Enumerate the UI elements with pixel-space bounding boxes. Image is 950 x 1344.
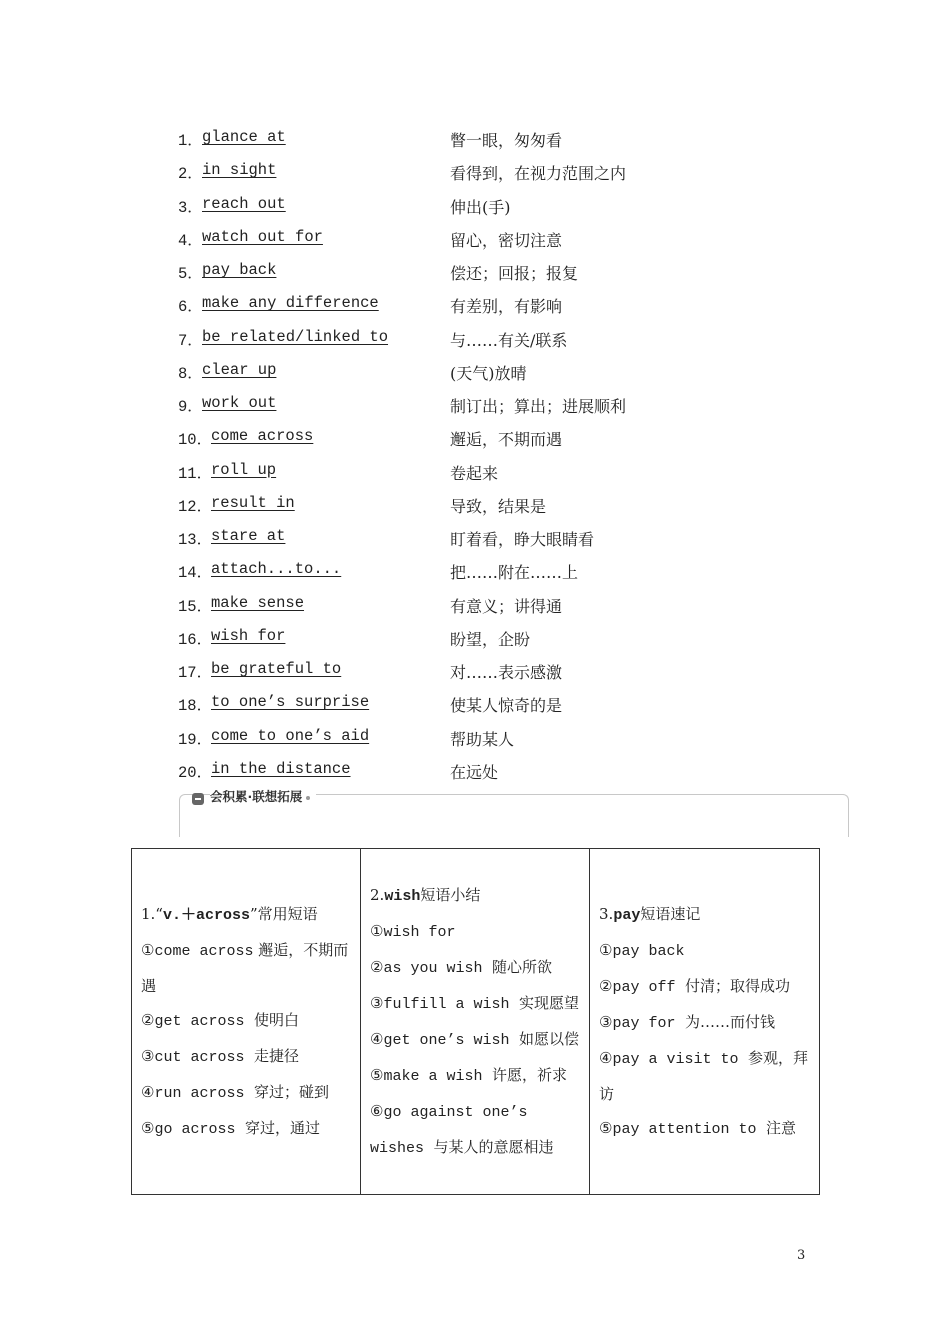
item-english: go against one’s wishes <box>370 1103 528 1157</box>
item-meaning: 使明白 <box>244 1010 300 1029</box>
cell-item <box>599 1041 813 1111</box>
phrase-number: 9． <box>178 398 203 416</box>
phrase-english: reach out <box>202 194 286 213</box>
list-item <box>0 693 950 723</box>
cell-title-prefix: 1.“ <box>141 904 163 923</box>
item-meaning: 付清；取得成功 <box>675 976 791 995</box>
item-meaning: 穿过；碰到 <box>244 1082 330 1101</box>
item-marker: ④ <box>370 1029 384 1048</box>
item-english: go across <box>154 1120 236 1138</box>
item-meaning: 走捷径 <box>244 1046 300 1065</box>
list-item <box>0 727 950 757</box>
item-marker: ④ <box>141 1082 155 1101</box>
phrase-meaning: 帮助某人 <box>450 729 515 749</box>
phrase-number: 18． <box>178 697 213 716</box>
phrase-number: 8． <box>178 364 203 383</box>
cell-item <box>370 914 583 950</box>
phrase-number: 16． <box>178 630 213 649</box>
item-marker: ⑤ <box>141 1118 155 1137</box>
phrase-number: 19． <box>178 730 213 749</box>
page-number: 3 <box>797 1248 806 1263</box>
phrase-number: 1． <box>178 132 203 150</box>
phrase-number: 14． <box>178 564 213 583</box>
phrase-number: 15． <box>178 597 213 616</box>
item-marker: ② <box>599 976 613 995</box>
phrase-meaning: 有差别，有影响 <box>450 297 563 317</box>
item-english: pay attention to <box>612 1120 757 1138</box>
phrase-meaning: 制订出；算出；进展顺利 <box>450 397 627 416</box>
cell-title <box>141 897 354 933</box>
list-item <box>0 228 950 258</box>
item-marker: ⑤ <box>599 1118 613 1137</box>
table-cell-pay <box>590 849 820 1195</box>
list-item <box>0 527 950 557</box>
phrase-english: come to one’s aid <box>211 726 370 745</box>
cell-item <box>599 969 813 1005</box>
item-marker: ① <box>141 940 155 959</box>
phrase-number: 3． <box>178 198 203 217</box>
list-item <box>0 394 950 424</box>
cell-title-keyword: pay <box>613 906 641 924</box>
item-marker: ① <box>370 921 384 940</box>
table-cell-wish <box>361 849 590 1195</box>
cell-item <box>141 1075 354 1111</box>
item-marker: ① <box>599 940 613 959</box>
item-meaning: 许愿，祈求 <box>482 1065 568 1084</box>
list-item <box>0 361 950 391</box>
item-english: pay back <box>612 942 685 960</box>
item-marker: ③ <box>370 993 384 1012</box>
phrase-number: 12． <box>178 497 213 516</box>
item-english: make a wish <box>383 1067 483 1085</box>
phrase-english: make any difference <box>202 294 379 313</box>
item-meaning: 穿过，通过 <box>235 1118 321 1137</box>
list-item <box>0 427 950 457</box>
phrase-meaning: 留心，密切注意 <box>450 230 563 250</box>
list-item <box>0 594 950 624</box>
item-meaning: 为……而付钱 <box>675 1012 776 1031</box>
phrase-meaning: 把……附在……上 <box>450 563 579 583</box>
item-english: as you wish <box>383 959 483 977</box>
phrase-number: 4． <box>178 231 203 250</box>
item-english: cut across <box>154 1048 245 1066</box>
cell-title <box>599 897 813 933</box>
phrase-english: roll up <box>211 460 277 479</box>
list-item <box>0 161 950 191</box>
table-cell-across <box>132 849 361 1195</box>
item-english: pay a visit to <box>612 1050 739 1068</box>
item-english: pay off <box>612 978 676 996</box>
cell-item <box>370 950 583 986</box>
item-marker: ④ <box>599 1048 613 1067</box>
list-item <box>0 560 950 590</box>
item-marker: ⑤ <box>370 1065 384 1084</box>
section-banner <box>179 789 849 837</box>
item-english: get across <box>154 1012 245 1030</box>
cell-title-suffix: 短语速记 <box>640 904 701 923</box>
item-meaning: 邂逅，不期而遇 <box>141 940 349 995</box>
item-meaning: 实现愿望 <box>509 993 580 1012</box>
phrase-english: result in <box>211 493 295 512</box>
phrase-number: 6． <box>178 298 203 317</box>
cell-item <box>370 1094 583 1166</box>
cell-title-suffix: ”常用短语 <box>250 904 318 923</box>
list-item <box>0 494 950 524</box>
phrase-english: be related/linked to <box>202 327 389 346</box>
cell-item <box>599 1005 813 1041</box>
cell-item <box>370 986 583 1022</box>
phrase-meaning: 与……有关/联系 <box>450 330 568 350</box>
phrase-number: 13． <box>178 531 213 549</box>
phrase-meaning: 瞥一眼，匆匆看 <box>450 131 563 150</box>
phrase-number: 7． <box>178 331 203 350</box>
section-icon <box>192 793 204 805</box>
phrase-number: 20． <box>178 763 213 782</box>
phrase-number: 17． <box>178 664 213 682</box>
item-marker: ⑥ <box>370 1101 384 1120</box>
cell-item <box>141 1111 354 1147</box>
list-item <box>0 627 950 657</box>
phrase-english: pay back <box>202 261 277 279</box>
phrase-number: 10． <box>178 431 213 450</box>
phrase-english: be grateful to <box>211 660 342 678</box>
item-meaning: 随心所欲 <box>482 957 553 976</box>
phrase-meaning: 在远处 <box>450 762 499 782</box>
phrase-meaning: 盼望，企盼 <box>450 629 531 649</box>
phrase-english: come across <box>211 427 314 446</box>
item-english: wish for <box>383 923 456 941</box>
item-english: pay for <box>612 1014 676 1032</box>
list-item <box>0 328 950 358</box>
phrase-meaning: (天气)放晴 <box>450 363 527 383</box>
cell-item <box>141 933 354 1003</box>
phrase-meaning: 伸出(手) <box>450 197 511 217</box>
list-item <box>0 760 950 790</box>
cell-item <box>599 933 813 969</box>
phrase-english: glance at <box>202 128 286 146</box>
item-meaning: 注意 <box>756 1118 797 1137</box>
phrase-meaning: 使某人惊奇的是 <box>450 696 563 716</box>
item-english: come across <box>154 942 254 960</box>
cell-item <box>370 1022 583 1058</box>
item-marker: ③ <box>141 1046 155 1065</box>
phrase-meaning: 导致，结果是 <box>450 496 547 516</box>
item-meaning: 参观，拜访 <box>599 1048 809 1103</box>
phrase-english: work out <box>202 394 277 412</box>
item-english: get one’s wish <box>383 1031 510 1049</box>
phrase-english: in sight <box>202 161 277 180</box>
phrase-english: watch out for <box>202 227 323 246</box>
phrase-english: in the distance <box>211 759 351 778</box>
expansion-table <box>131 848 820 1195</box>
phrase-english: attach...to... <box>211 560 342 579</box>
item-marker: ③ <box>599 1012 613 1031</box>
cell-item <box>141 1039 354 1075</box>
phrase-meaning: 卷起来 <box>450 463 499 483</box>
phrase-meaning: 邂逅，不期而遇 <box>450 430 563 450</box>
phrase-meaning: 对……表示感激 <box>450 663 563 682</box>
section-banner-label: 会积累·联想拓展 <box>210 787 316 805</box>
phrase-english: stare at <box>211 527 286 545</box>
cell-title-prefix: 2. <box>370 885 385 904</box>
list-item <box>0 261 950 291</box>
cell-item <box>141 1003 354 1039</box>
phrase-english: wish for <box>211 626 286 645</box>
item-english: run across <box>154 1084 245 1102</box>
phrase-number: 11． <box>178 464 213 483</box>
banner-dot-icon <box>306 796 310 800</box>
list-item <box>0 195 950 225</box>
phrase-number: 2． <box>178 165 203 184</box>
phrase-meaning: 有意义；讲得通 <box>450 596 563 616</box>
cell-item <box>370 1058 583 1094</box>
list-item <box>0 294 950 324</box>
phrase-meaning: 看得到，在视力范围之内 <box>450 164 627 184</box>
phrase-number: 5． <box>178 265 203 283</box>
item-marker: ② <box>141 1010 155 1029</box>
item-english: fulfill a wish <box>383 995 510 1013</box>
list-item <box>0 660 950 690</box>
phrase-english: to one’s surprise <box>211 693 370 712</box>
phrase-english: make sense <box>211 593 305 612</box>
cell-title-prefix: 3. <box>599 904 614 923</box>
list-item <box>0 461 950 491</box>
item-meaning: 如愿以偿 <box>509 1029 580 1048</box>
phrase-meaning: 偿还；回报；报复 <box>450 264 579 283</box>
cell-title-keyword: wish <box>384 887 421 905</box>
cell-title-suffix: 短语小结 <box>420 885 481 904</box>
cell-title-keyword: v.＋across <box>162 906 250 924</box>
cell-item <box>599 1111 813 1147</box>
item-meaning: 与某人的意愿相违 <box>424 1137 554 1156</box>
cell-title <box>370 878 583 914</box>
list-item <box>0 128 950 158</box>
phrase-meaning: 盯着看，睁大眼睛看 <box>450 530 595 549</box>
item-marker: ② <box>370 957 384 976</box>
phrase-english: clear up <box>202 360 277 379</box>
